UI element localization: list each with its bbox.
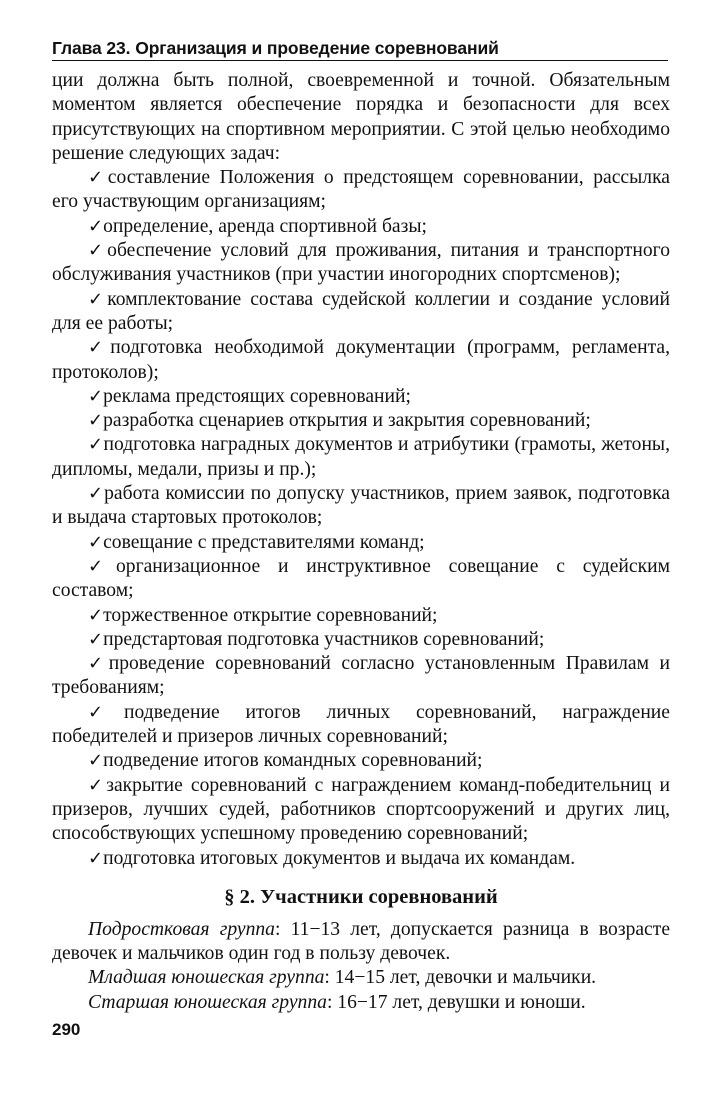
task-item (52, 749, 670, 773)
group-name: Подростковая группа (88, 918, 275, 940)
check-icon: ✓ (88, 750, 104, 772)
check-icon: ✓ (88, 240, 108, 262)
check-icon: ✓ (88, 628, 104, 650)
check-icon: ✓ (88, 410, 104, 432)
check-icon: ✓ (88, 167, 108, 189)
task-item (52, 215, 670, 239)
section-heading: § 2. Участники соревнований (224, 885, 498, 908)
task-item (52, 847, 670, 871)
task-text: подготовка итоговых документов и выдача их командам. (103, 847, 576, 869)
group-name: Младшая юношеская группа (88, 967, 325, 989)
group-paragraph (52, 918, 670, 967)
task-text: обеспечение условий для проживания, питания и транспортного обслуживания участников (при участии иногородних спортсменов); (52, 240, 670, 286)
task-item (52, 433, 670, 482)
page-body (52, 69, 670, 1015)
task-item (52, 774, 670, 847)
task-item (52, 701, 670, 750)
intro-paragraph: ции должна быть полной, своевременной и точной. Обязательным моментом является обеспечение порядка и безопасности для всех присутствующих на спортивном мероприятии. С этой целью необходимо решение следующих задач: (52, 70, 670, 164)
task-text: работа комиссии по допуску участников, прием заявок, подготовка и выдача стартовых протоколов; (52, 483, 670, 529)
check-icon: ✓ (88, 701, 125, 723)
task-text: подготовка наградных документов и атрибутики (грамоты, жетоны, дипломы, медали, призы и пр.); (52, 434, 670, 480)
task-item (52, 409, 670, 433)
check-icon: ✓ (88, 774, 107, 796)
group-name: Старшая юношеская группа (88, 991, 327, 1013)
group-text: : 11−13 лет, допускается разница в возрасте девочек и мальчиков один год в пользу девочек. (52, 918, 671, 965)
task-item (52, 652, 670, 701)
task-item (52, 166, 670, 215)
check-icon: ✓ (88, 483, 105, 505)
task-item (52, 336, 670, 385)
check-icon: ✓ (88, 604, 104, 626)
task-item (52, 288, 670, 337)
task-text: предстартовая подготовка участников соревнований; (103, 628, 545, 650)
task-item (52, 628, 670, 652)
task-text: реклама предстоящих соревнований; (103, 385, 411, 407)
task-text: разработка сценариев открытия и закрытия соревнований; (103, 410, 591, 432)
task-list (52, 166, 670, 871)
task-text: проведение соревнований согласно установленным Правилам и требованиям; (52, 653, 670, 699)
group-paragraph (52, 991, 670, 1015)
task-item (52, 555, 670, 604)
group-text: : 14−15 лет, девочки и мальчики. (324, 967, 597, 989)
task-text: закрытие соревнований с награждением команд-победительниц и призеров, лучших судей, работников спортсооружений и других лиц, способствующих успешному проведению соревнований; (52, 774, 670, 845)
check-icon: ✓ (88, 215, 104, 237)
check-icon: ✓ (88, 531, 104, 553)
check-icon: ✓ (88, 288, 108, 310)
task-text: комплектование состава судейской коллегии и создание условий для ее работы; (52, 288, 670, 334)
task-item (52, 385, 670, 409)
check-icon: ✓ (88, 337, 111, 359)
check-icon: ✓ (88, 555, 116, 577)
task-item (52, 604, 670, 628)
task-item (52, 482, 670, 531)
task-item (52, 531, 670, 555)
task-text: составление Положения о предстоящем соревновании, рассылка его участвующим организациям; (52, 167, 670, 213)
page-number: 290 (52, 1020, 81, 1039)
task-text: подведение итогов личных соревнований, награждение победителей и призеров личных соревнований; (52, 701, 670, 748)
task-text: определение, аренда спортивной базы; (103, 215, 427, 237)
check-icon: ✓ (88, 847, 104, 869)
check-icon: ✓ (88, 653, 109, 675)
task-item (52, 239, 670, 288)
check-icon: ✓ (88, 385, 104, 407)
task-text: торжественное открытие соревнований; (103, 604, 438, 626)
check-icon: ✓ (88, 434, 104, 456)
task-text: организационное и инструктивное совещание с судейским составом; (52, 555, 670, 602)
group-paragraph (52, 966, 670, 990)
group-text: : 16−17 лет, девушки и юноши. (326, 991, 586, 1013)
running-header: Глава 23. Организация и проведение соревнований (52, 38, 668, 61)
task-text: подведение итогов командных соревнований; (103, 750, 483, 772)
task-text: подготовка необходимой документации (программ, регламента, протоколов); (52, 337, 670, 383)
task-text: совещание с представителями команд; (103, 531, 425, 553)
